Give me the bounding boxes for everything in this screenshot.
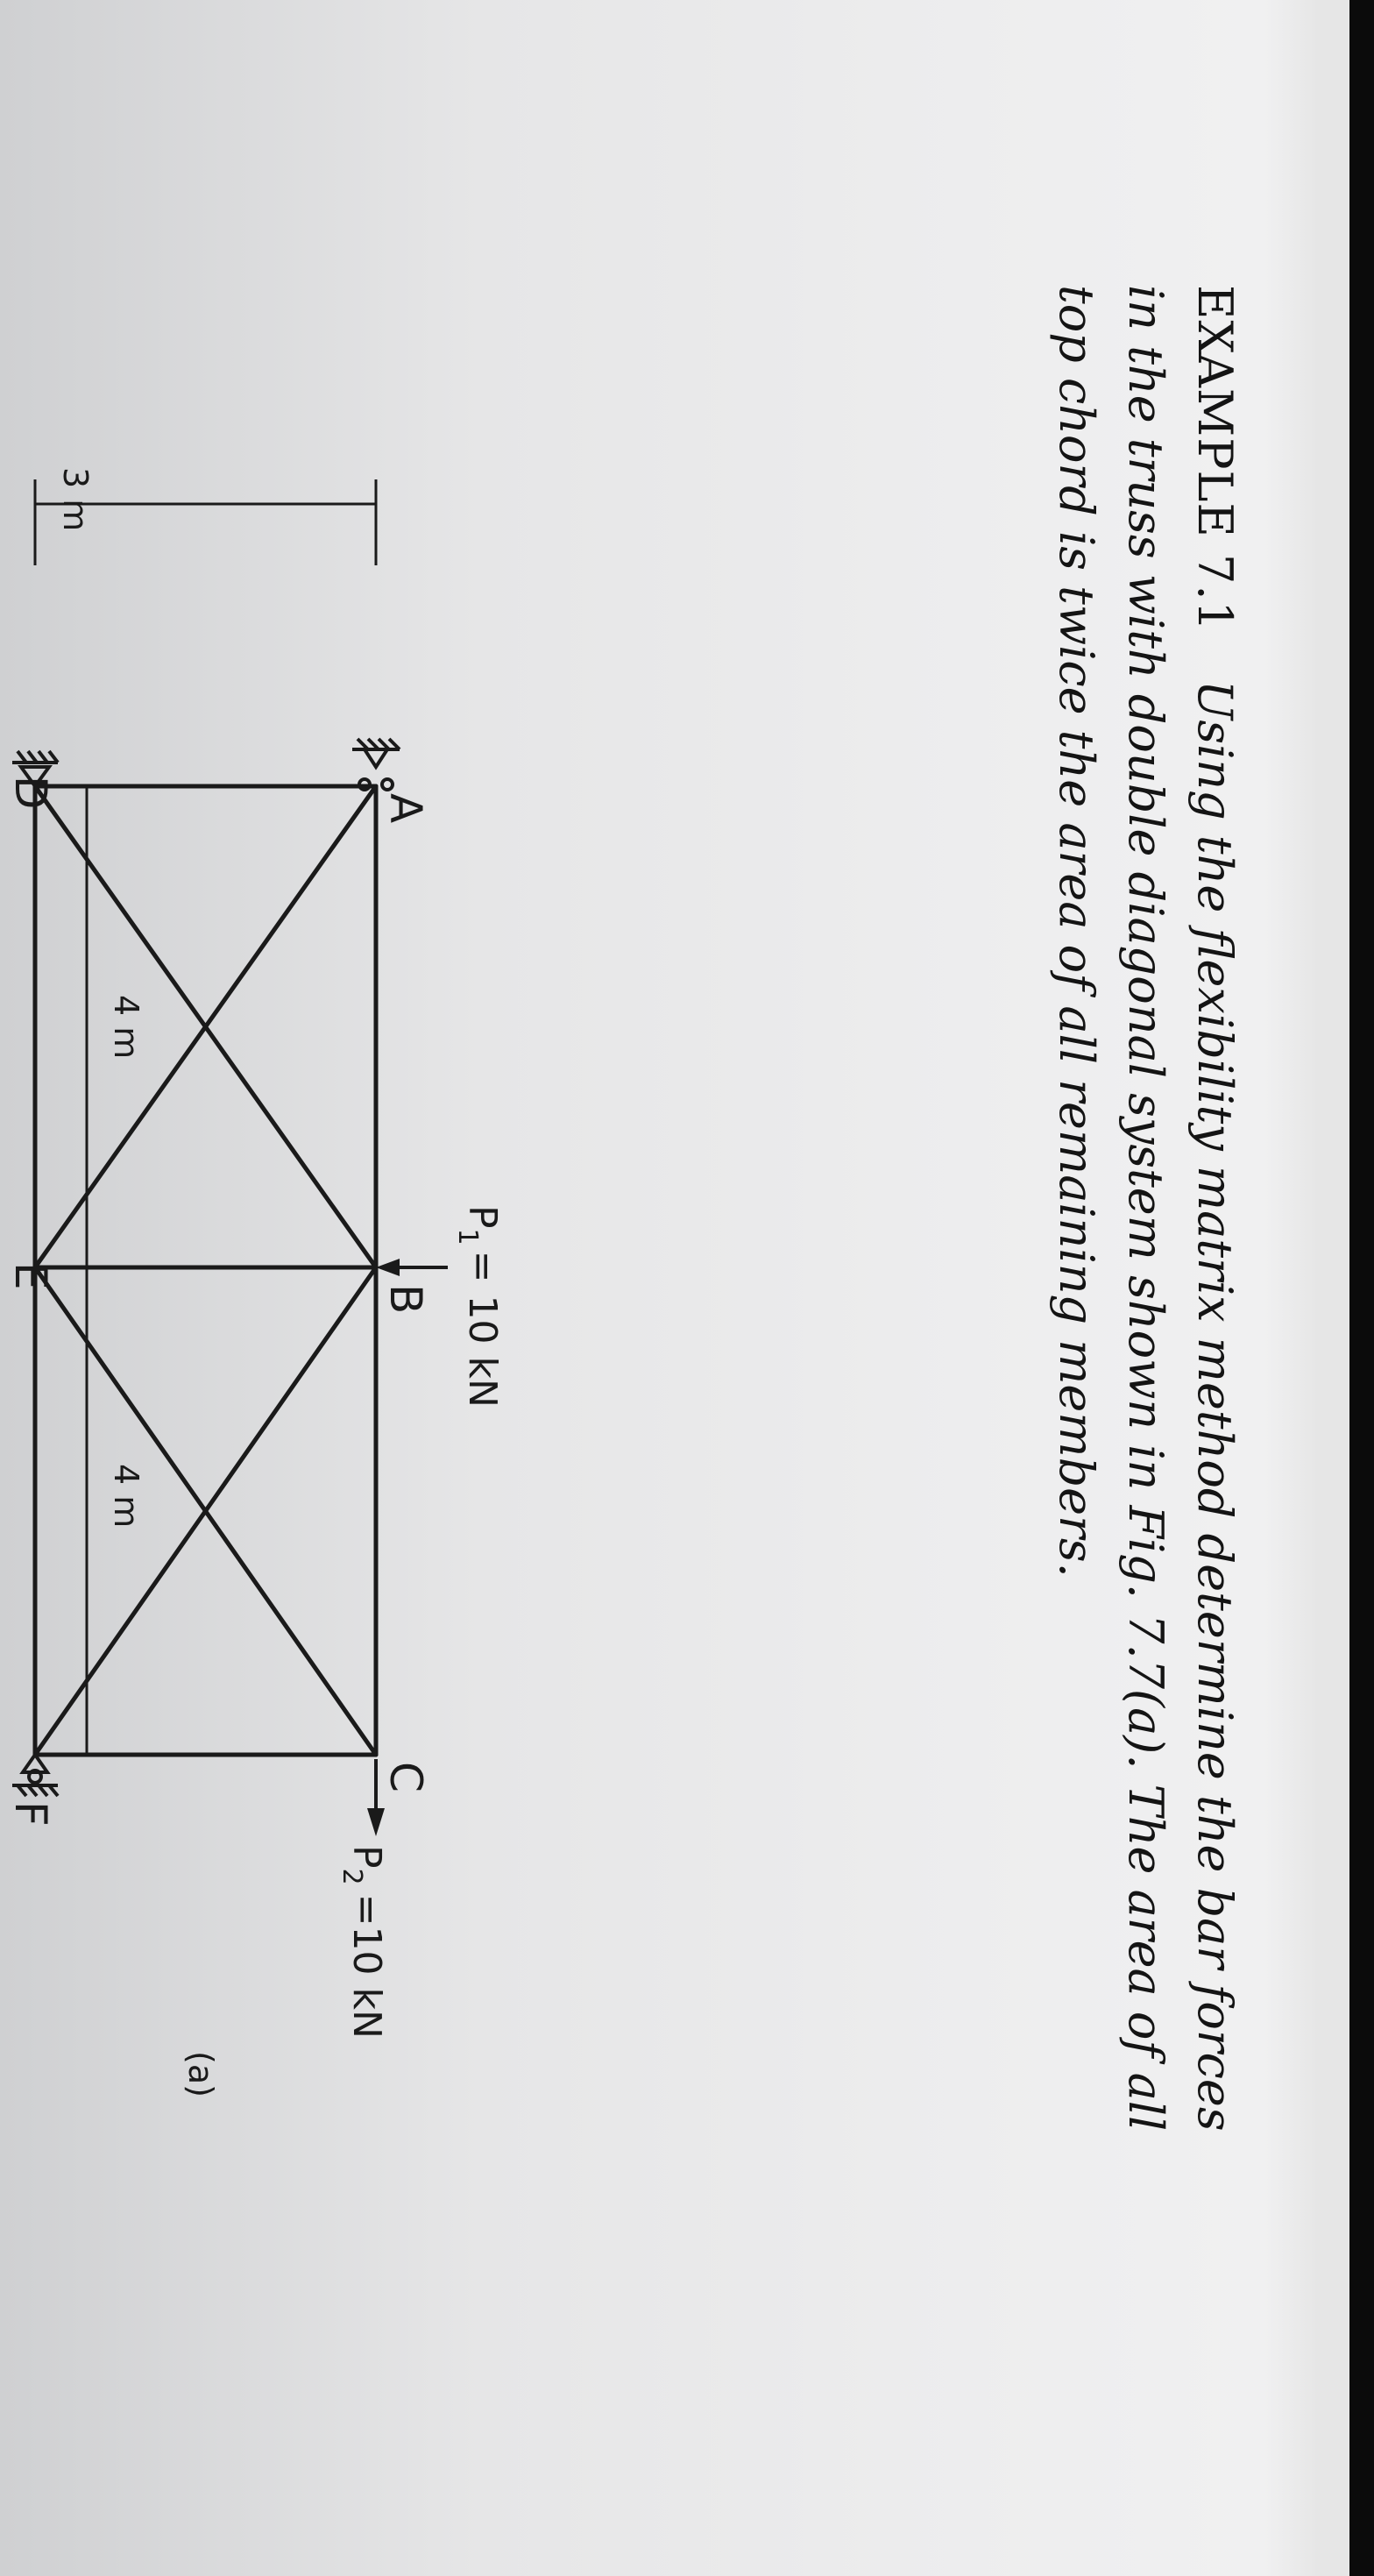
node-label-D: D [5,776,56,810]
dimension-span1-label: 4 m [107,995,145,1060]
support-A [352,739,400,790]
example-label: EXAMPLE 7.1 [1187,285,1243,632]
support-F [12,1755,58,1796]
node-label-F: F [5,1801,56,1827]
load-P1-subscript: 1 [452,1228,483,1245]
problem-line-3: top chord is twice the area of all remaining members. [1049,285,1104,1578]
textbook-page [5,4,1285,2572]
svg-text:P2=10 kN [336,1845,389,2039]
load-P1-arrow [376,1259,448,1276]
problem-line-2: in the truss with double diagonal system shown in Fig. 7.7(a). The area of all [1118,285,1173,2132]
dimension-span [65,786,106,1755]
load-P2-label [336,1845,389,2039]
load-P2-symbol: P [344,1845,389,1869]
load-P1-label [452,1205,505,1408]
figure-caption: (a) [181,2051,220,2097]
node-label-A: A [380,793,431,824]
load-P1-value: = 10 kN [460,1250,505,1408]
node-label-E: E [5,1262,56,1290]
node-label-C: C [380,1762,431,1792]
truss-figure [5,4,1285,2572]
screen-bezel [1349,0,1374,2576]
svg-text:P1= 10 kN [452,1205,505,1408]
truss-diagram [5,4,1285,2572]
load-P2-value: =10 kN [344,1893,389,2039]
problem-text-1: Using the flexibility matrix method determine the bar forces [1187,679,1243,2132]
dimension-span2-label: 4 m [107,1464,145,1529]
node-label-B: B [380,1284,431,1315]
dimension-height-label: 3 m [56,467,95,532]
load-P2-subscript: 2 [336,1868,367,1885]
load-P1-symbol: P [460,1205,505,1229]
